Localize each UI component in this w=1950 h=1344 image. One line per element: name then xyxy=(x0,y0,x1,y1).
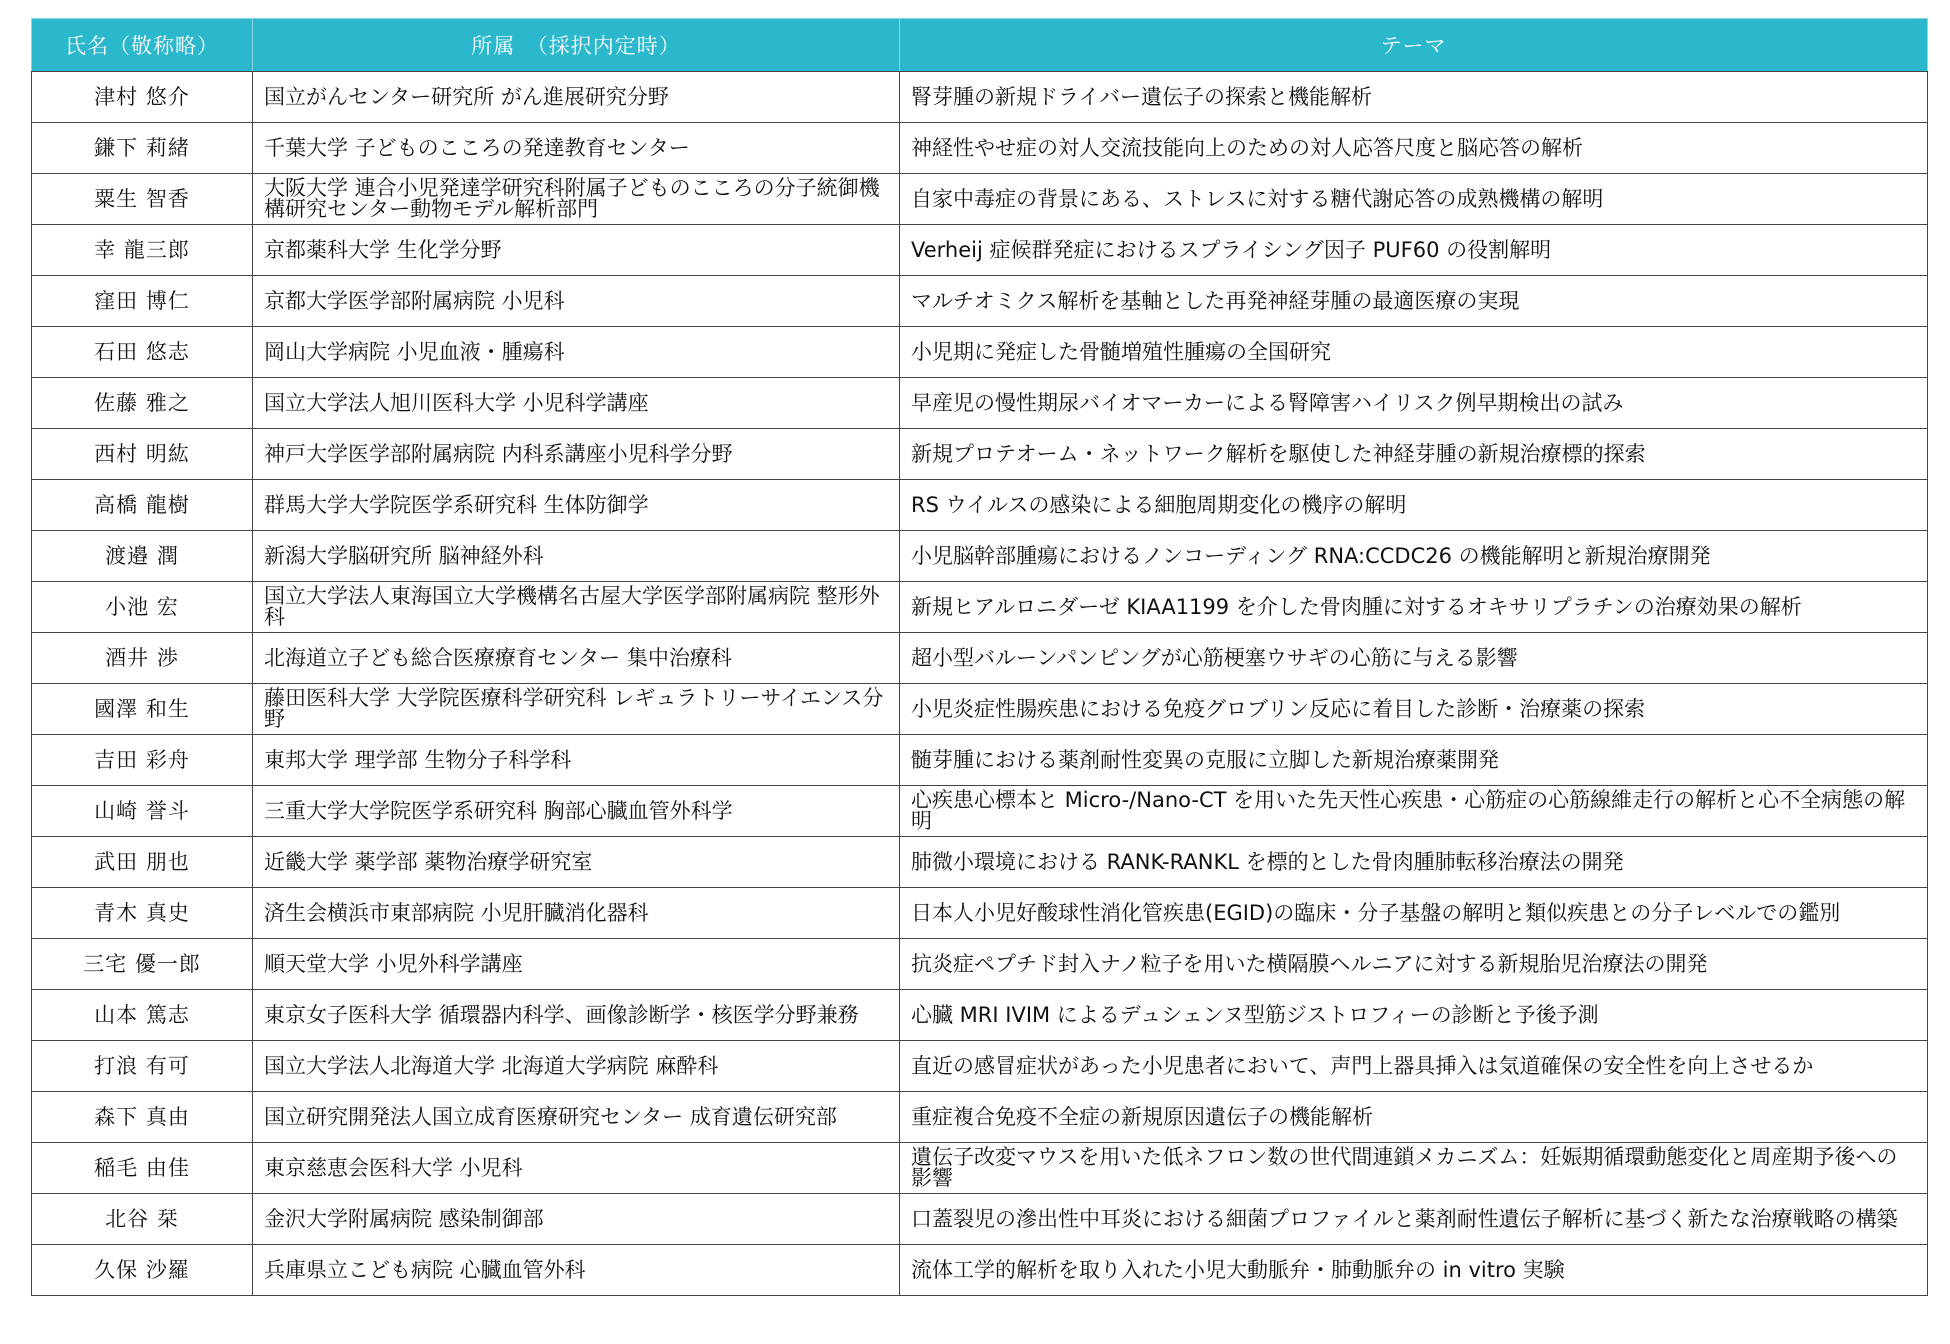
cell-affiliation: 国立大学法人東海国立大学機構名古屋大学医学部附属病院 整形外科 xyxy=(253,582,900,633)
cell-name: 稲毛 由佳 xyxy=(32,1143,253,1194)
cell-theme: 重症複合免疫不全症の新規原因遺伝子の機能解析 xyxy=(900,1092,1928,1143)
cell-affiliation: 新潟大学脳研究所 脳神経外科 xyxy=(253,531,900,582)
cell-theme: 新規ヒアルロニダーゼ KIAA1199 を介した骨肉腫に対するオキサリプラチンの治療効果の解析 xyxy=(900,582,1928,633)
cell-theme: 日本人小児好酸球性消化管疾患(EGID)の臨床・分子基盤の解明と類似疾患との分子レベルでの鑑別 xyxy=(900,888,1928,939)
cell-theme: 小児炎症性腸疾患における免疫グロブリン反応に着目した診断・治療薬の探索 xyxy=(900,684,1928,735)
table-row xyxy=(32,582,1928,633)
table-row xyxy=(32,276,1928,327)
table-container xyxy=(31,18,1927,1296)
cell-affiliation: 東京慈恵会医科大学 小児科 xyxy=(253,1143,900,1194)
header-theme: テーマ xyxy=(900,19,1928,72)
cell-name: 吉田 彩舟 xyxy=(32,735,253,786)
cell-name: 青木 真史 xyxy=(32,888,253,939)
cell-affiliation: 国立がんセンター研究所 がん進展研究分野 xyxy=(253,72,900,123)
cell-name: 窪田 博仁 xyxy=(32,276,253,327)
table-header xyxy=(32,19,1928,72)
cell-theme: 腎芽腫の新規ドライバー遺伝子の探索と機能解析 xyxy=(900,72,1928,123)
header-row xyxy=(32,19,1928,72)
header-affiliation: 所属 （採択内定時） xyxy=(253,19,900,72)
cell-name: 津村 悠介 xyxy=(32,72,253,123)
table-row xyxy=(32,684,1928,735)
cell-affiliation: 三重大学大学院医学系研究科 胸部心臓血管外科学 xyxy=(253,786,900,837)
cell-affiliation: 東邦大学 理学部 生物分子科学科 xyxy=(253,735,900,786)
cell-theme: 小児期に発症した骨髄増殖性腫瘍の全国研究 xyxy=(900,327,1928,378)
cell-name: 三宅 優一郎 xyxy=(32,939,253,990)
table-row xyxy=(32,1143,1928,1194)
table-row xyxy=(32,327,1928,378)
table-row xyxy=(32,888,1928,939)
cell-affiliation: 金沢大学附属病院 感染制御部 xyxy=(253,1194,900,1245)
cell-theme: 直近の感冒症状があった小児患者において、声門上器具挿入は気道確保の安全性を向上させるか xyxy=(900,1041,1928,1092)
cell-name: 幸 龍三郎 xyxy=(32,225,253,276)
cell-theme: 髄芽腫における薬剤耐性変異の克服に立脚した新規治療薬開発 xyxy=(900,735,1928,786)
cell-name: 石田 悠志 xyxy=(32,327,253,378)
cell-affiliation: 東京女子医科大学 循環器内科学、画像診断学・核医学分野兼務 xyxy=(253,990,900,1041)
cell-theme: 肺微小環境における RANK-RANKL を標的とした骨肉腫肺転移治療法の開発 xyxy=(900,837,1928,888)
table-row xyxy=(32,939,1928,990)
table-row xyxy=(32,429,1928,480)
cell-theme: Verheij 症候群発症におけるスプライシング因子 PUF60 の役割解明 xyxy=(900,225,1928,276)
table-row xyxy=(32,990,1928,1041)
cell-theme: 心疾患心標本と Micro-/Nano-CT を用いた先天性心疾患・心筋症の心筋線維走行の解析と心不全病態の解明 xyxy=(900,786,1928,837)
cell-affiliation: 国立大学法人北海道大学 北海道大学病院 麻酔科 xyxy=(253,1041,900,1092)
table-row xyxy=(32,378,1928,429)
cell-affiliation: 京都薬科大学 生化学分野 xyxy=(253,225,900,276)
cell-theme: 早産児の慢性期尿バイオマーカーによる腎障害ハイリスク例早期検出の試み xyxy=(900,378,1928,429)
cell-affiliation: 順天堂大学 小児外科学講座 xyxy=(253,939,900,990)
cell-affiliation: 群馬大学大学院医学系研究科 生体防御学 xyxy=(253,480,900,531)
cell-affiliation: 京都大学医学部附属病院 小児科 xyxy=(253,276,900,327)
table-row xyxy=(32,531,1928,582)
cell-name: 北谷 栞 xyxy=(32,1194,253,1245)
cell-name: 粟生 智香 xyxy=(32,174,253,225)
table-row xyxy=(32,123,1928,174)
cell-name: 佐藤 雅之 xyxy=(32,378,253,429)
table-row xyxy=(32,735,1928,786)
header-name: 氏名（敬称略） xyxy=(32,19,253,72)
cell-theme: 超小型バルーンパンピングが心筋梗塞ウサギの心筋に与える影響 xyxy=(900,633,1928,684)
cell-name: 打浪 有可 xyxy=(32,1041,253,1092)
table-row xyxy=(32,480,1928,531)
table-row xyxy=(32,1041,1928,1092)
cell-theme: 神経性やせ症の対人交流技能向上のための対人応答尺度と脳応答の解析 xyxy=(900,123,1928,174)
cell-theme: 新規プロテオーム・ネットワーク解析を駆使した神経芽腫の新規治療標的探索 xyxy=(900,429,1928,480)
cell-name: 山崎 誉斗 xyxy=(32,786,253,837)
cell-theme: 自家中毒症の背景にある、ストレスに対する糖代謝応答の成熟機構の解明 xyxy=(900,174,1928,225)
cell-affiliation: 千葉大学 子どものこころの発達教育センター xyxy=(253,123,900,174)
cell-name: 渡邉 潤 xyxy=(32,531,253,582)
cell-affiliation: 兵庫県立こども病院 心臓血管外科 xyxy=(253,1245,900,1296)
table-row xyxy=(32,174,1928,225)
cell-theme: RS ウイルスの感染による細胞周期変化の機序の解明 xyxy=(900,480,1928,531)
cell-theme: 小児脳幹部腫瘍におけるノンコーディング RNA:CCDC26 の機能解明と新規治療開発 xyxy=(900,531,1928,582)
cell-theme: 心臓 MRI IVIM によるデュシェンヌ型筋ジストロフィーの診断と予後予測 xyxy=(900,990,1928,1041)
cell-name: 高橋 龍樹 xyxy=(32,480,253,531)
table-row xyxy=(32,72,1928,123)
cell-theme: 抗炎症ペプチド封入ナノ粒子を用いた横隔膜ヘルニアに対する新規胎児治療法の開発 xyxy=(900,939,1928,990)
cell-name: 山本 篤志 xyxy=(32,990,253,1041)
table-row xyxy=(32,225,1928,276)
cell-name: 酒井 渉 xyxy=(32,633,253,684)
cell-affiliation: 国立大学法人旭川医科大学 小児科学講座 xyxy=(253,378,900,429)
table-row xyxy=(32,1092,1928,1143)
cell-affiliation: 岡山大学病院 小児血液・腫瘍科 xyxy=(253,327,900,378)
table-row xyxy=(32,633,1928,684)
cell-affiliation: 神戸大学医学部附属病院 内科系講座小児科学分野 xyxy=(253,429,900,480)
table-row xyxy=(32,1245,1928,1296)
cell-affiliation: 近畿大学 薬学部 薬物治療学研究室 xyxy=(253,837,900,888)
cell-theme: 流体工学的解析を取り入れた小児大動脈弁・肺動脈弁の in vitro 実験 xyxy=(900,1245,1928,1296)
cell-name: 國澤 和生 xyxy=(32,684,253,735)
cell-affiliation: 済生会横浜市東部病院 小児肝臓消化器科 xyxy=(253,888,900,939)
awardees-table xyxy=(31,18,1928,1296)
cell-theme: 遺伝子改変マウスを用いた低ネフロン数の世代間連鎖メカニズム：妊娠期循環動態変化と周産期予後への影響 xyxy=(900,1143,1928,1194)
cell-affiliation: 北海道立子ども総合医療療育センター 集中治療科 xyxy=(253,633,900,684)
table-row xyxy=(32,837,1928,888)
cell-name: 久保 沙羅 xyxy=(32,1245,253,1296)
cell-affiliation: 国立研究開発法人国立成育医療研究センター 成育遺伝研究部 xyxy=(253,1092,900,1143)
cell-theme: 口蓋裂児の滲出性中耳炎における細菌プロファイルと薬剤耐性遺伝子解析に基づく新たな治療戦略の構築 xyxy=(900,1194,1928,1245)
cell-name: 西村 明紘 xyxy=(32,429,253,480)
cell-affiliation: 大阪大学 連合小児発達学研究科附属子どものこころの分子統御機構研究センター動物モデル解析部門 xyxy=(253,174,900,225)
cell-theme: マルチオミクス解析を基軸とした再発神経芽腫の最適医療の実現 xyxy=(900,276,1928,327)
table-row xyxy=(32,1194,1928,1245)
table-row xyxy=(32,786,1928,837)
cell-name: 鎌下 莉緒 xyxy=(32,123,253,174)
cell-name: 森下 真由 xyxy=(32,1092,253,1143)
cell-name: 武田 朋也 xyxy=(32,837,253,888)
table-body xyxy=(32,72,1928,1296)
cell-name: 小池 宏 xyxy=(32,582,253,633)
cell-affiliation: 藤田医科大学 大学院医療科学研究科 レギュラトリーサイエンス分野 xyxy=(253,684,900,735)
